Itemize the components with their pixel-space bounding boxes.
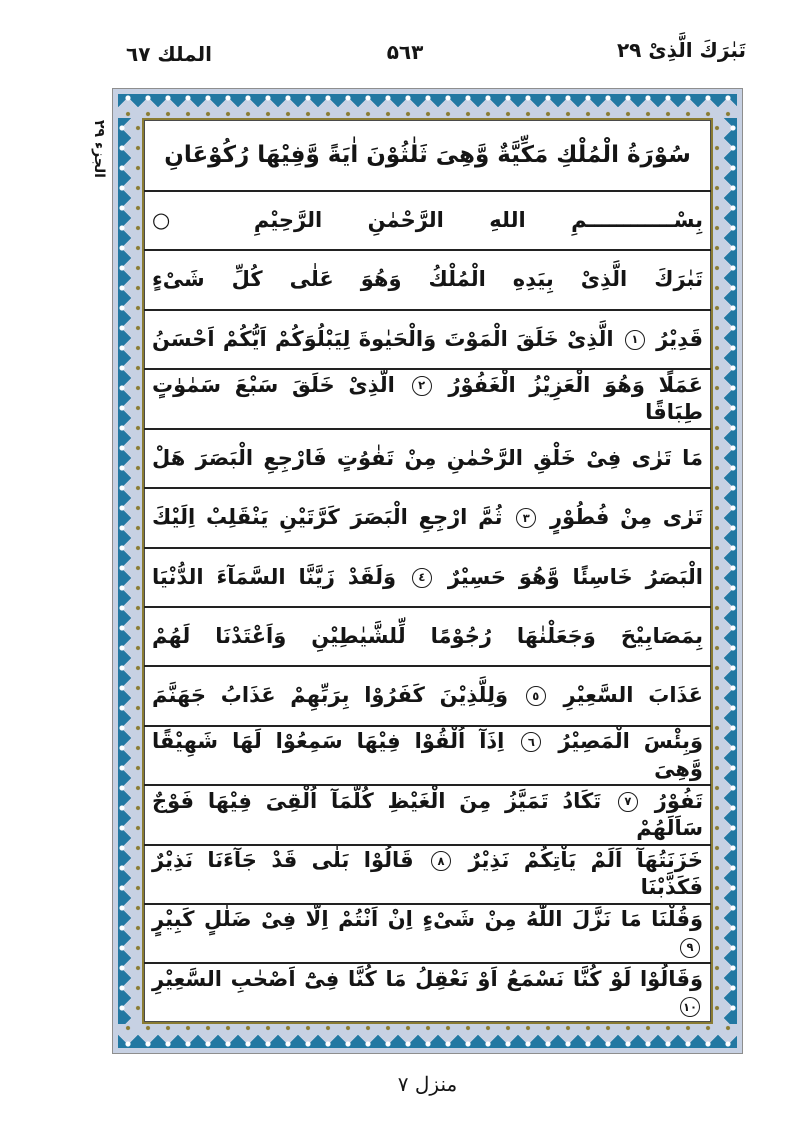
ornamental-frame: [112, 88, 743, 1054]
verse-line-text: قَدِيْرُ ١ الَّذِىْ خَلَقَ الْمَوْتَ وَالْحَيٰوةَ لِيَبْلُوَكُمْ اَيُّكُمْ اَحْسَنُ: [152, 326, 703, 351]
ayah-number-marker: ٣: [516, 508, 536, 528]
verse-line-text: الْبَصَرُ خَاسِئًا وَّهُوَ حَسِيْرٌ ٤ وَلَقَدْ زَيَّنَّا السَّمَآءَ الدُّنْيَا: [152, 564, 703, 589]
verse-line-text: بِمَصَابِيْحَ وَجَعَلْنٰهَا رُجُوْمًا لِّلشَّيٰطِيْنِ وَاَعْتَدْنَا لَهُمْ: [152, 624, 703, 649]
ayah-number-marker: ٦: [521, 732, 541, 752]
verse-line-text: تَرٰى مِنْ فُطُوْرٍ ٣ ثُمَّ ارْجِعِ الْبَصَرَ كَرَّتَيْنِ يَنْقَلِبْ اِلَيْكَ: [152, 505, 703, 530]
header-surah-name: الملك ٦٧: [126, 42, 212, 66]
verse-line: [144, 311, 711, 370]
ornament-right-border: [713, 118, 737, 1024]
verse-line-text: عَذَابَ السَّعِيْرِ ٥ وَلِلَّذِيْنَ كَفَرُوْا بِرَبِّهِمْ عَذَابُ جَهَنَّمَ: [152, 683, 703, 708]
surah-title-text: سُوْرَةُ الْمُلْكِ مَكِّيَّةٌ وَّهِىَ ثَلٰثُوْنَ اٰيَةً وَّفِيْهَا رُكُوْعَانِ: [164, 142, 691, 168]
ayah-number-marker: ٤: [412, 568, 432, 588]
ayah-number-marker: ١: [625, 330, 645, 350]
ayah-number-marker: ٥: [526, 686, 546, 706]
manzil-footer: منزل ٧: [397, 1072, 458, 1096]
ayah-number-marker: ١٠: [680, 997, 700, 1017]
verse-line: [144, 251, 711, 310]
header-juz-name: تَبٰرَكَ الَّذِىْ ٢٩: [616, 38, 746, 62]
verse-line: [144, 905, 711, 964]
verse-line-text: مَا تَرٰى فِىْ خَلْقِ الرَّحْمٰنِ مِنْ تَفٰوُتٍ فَارْجِعِ الْبَصَرَ هَلْ: [152, 445, 703, 470]
surah-title-banner: [144, 120, 711, 192]
ayah-number-marker: ٧: [618, 792, 638, 812]
verse-line-text: عَمَلًا وَهُوَ الْعَزِيْزُ الْغَفُوْرُ ٢ الَّذِىْ خَلَقَ سَبْعَ سَمٰوٰتٍ طِبَاقًا: [152, 372, 703, 424]
verse-line: [144, 608, 711, 667]
verse-line: [144, 846, 711, 905]
verse-line: [144, 549, 711, 608]
ayah-number-marker: ٩: [680, 938, 700, 958]
verse-line: [144, 786, 711, 845]
ayah-number-marker: ٨: [431, 851, 451, 871]
verse-line: [144, 964, 711, 1021]
ornament-bottom-border: [118, 1024, 737, 1048]
verse-line-text: خَزَنَتُهَآ اَلَمْ يَاْتِكُمْ نَذِيْرٌ ٨ قَالُوْا بَلٰى قَدْ جَآءَنَا نَذِيْرٌ فَكَذَّبْنَا: [152, 848, 703, 900]
verse-line: [144, 667, 711, 726]
verse-line-text: تَفُوْرُ ٧ تَكَادُ تَمَيَّزُ مِنَ الْغَيْظِ كُلَّمَآ اُلْقِىَ فِيْهَا فَوْجٌ سَاَلَهُمْ: [152, 788, 703, 840]
page-content: [142, 118, 713, 1024]
verse-line: [144, 430, 711, 489]
bismillah-line-text: بِسْــــــــــــمِ اللهِ الرَّحْمٰنِ الرَّحِيْمِ ○: [152, 208, 703, 233]
verse-line-text: وَقُلْنَا مَا نَزَّلَ اللّٰهُ مِنْ شَىْءٍ اِنْ اَنْتُمْ اِلَّا فِىْ ضَلٰلٍ كَبِيْرٍ ٩: [144, 906, 711, 961]
verse-line-text: وَبِئْسَ الْمَصِيْرُ ٦ اِذَآ اُلْقُوْا فِيْهَا سَمِعُوْا لَهَا شَهِيْقًا وَّهِىَ: [152, 729, 704, 781]
verse-line: [144, 489, 711, 548]
ornament-top-border: [118, 94, 737, 118]
ornament-left-border: [118, 118, 142, 1024]
verse-line: [144, 727, 711, 786]
bismillah-line: [144, 192, 711, 251]
header-page-number: ۵٦۳: [386, 40, 424, 64]
verse-line-text: وَقَالُوْا لَوْ كُنَّا نَسْمَعُ اَوْ نَعْقِلُ مَا كُنَّا فِىْٓ اَصْحٰبِ السَّعِيْرِ ١٠: [144, 966, 711, 1021]
juz-side-label: الجزء ٢٩: [91, 120, 107, 178]
verse-line: [144, 370, 711, 429]
verse-line-text: تَبٰرَكَ الَّذِىْ بِيَدِهِ الْمُلْكُ وَهُوَ عَلٰى كُلِّ شَىْءٍ: [152, 267, 703, 292]
ayah-number-marker: ٢: [412, 376, 432, 396]
text-rows: [144, 192, 711, 1022]
